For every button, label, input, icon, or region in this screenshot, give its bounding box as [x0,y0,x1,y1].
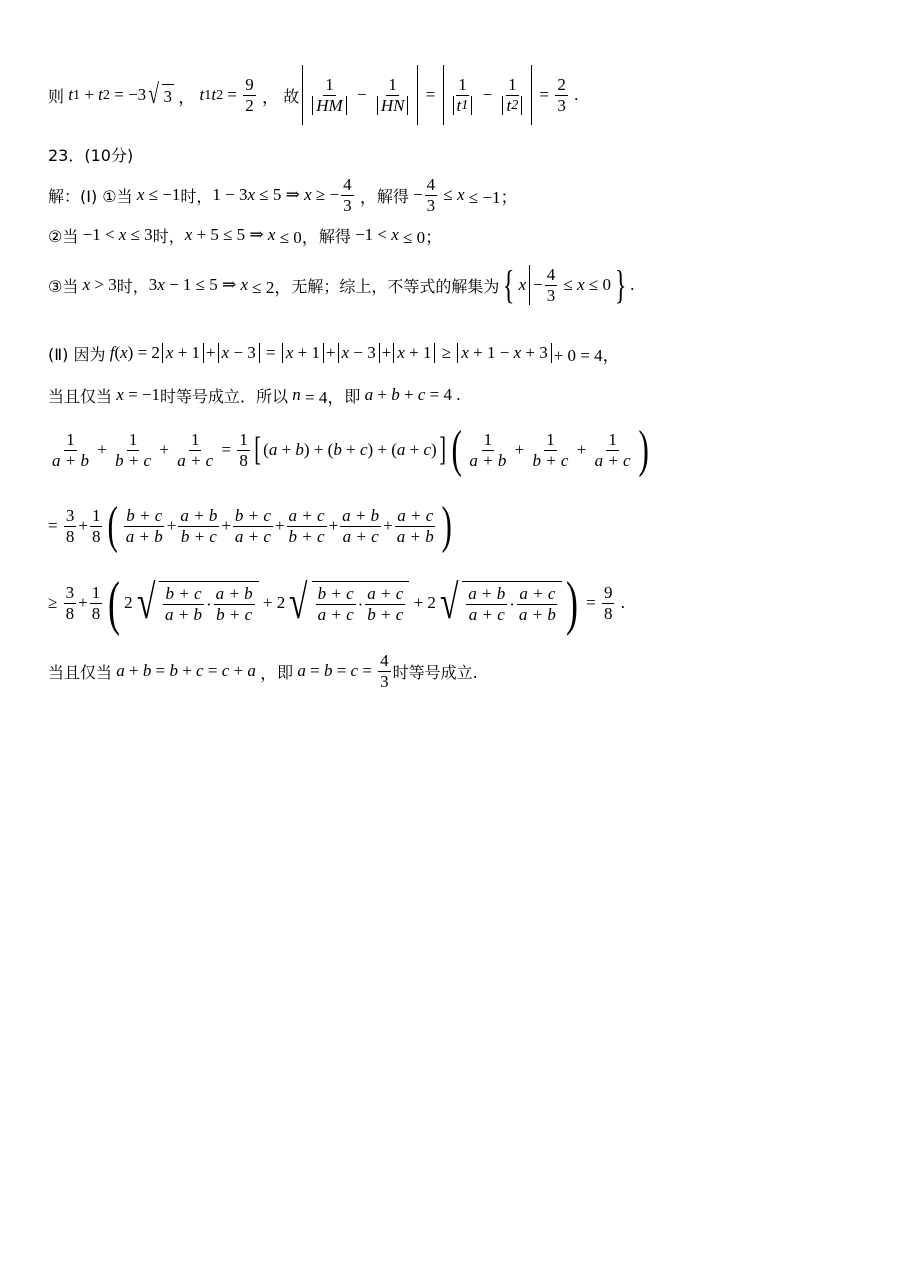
sqrt-3: √ 3 [148,79,173,110]
text-dqjd: 当且仅当 [48,386,113,406]
frac-9-2: $\frac{9}{2}$ [245,74,254,115]
sqrt-term-1: √ $\frac{b + c}{a + b}$ · $\frac{a + b}{b + c}$ [133,579,259,627]
text-gu: 故 [283,86,300,106]
frac-1-HM: $\frac{1}{HM}$ [308,75,350,115]
frac-1-ab-2: $\frac{1}{a + b}$ [469,429,507,470]
line-expand: = $\frac{3}{8}$ + $\frac{1}{8}$ ( $\frac{b + c}{a + b}$ + $\frac{a + b}{b + c}$ + $\frac{b + c}{a + c}$ + $\frac{a + c}{b + c}$ + $\frac{a + b}{a + c}$ + $\frac{a + c}{a + b}$ ) [48,497,452,554]
text-eqhold: 时等号成立．所以 [160,386,289,406]
text-p2: (Ⅱ) 因为 [48,344,106,364]
text-ze: 则 [48,86,65,106]
frac-1-ac: $\frac{1}{a + c}$ [177,429,214,470]
text-jie1: 解：(Ⅰ) ①当 [48,186,133,206]
text-ji-2: 即 [277,662,294,682]
frac-1-8-c: $\frac{1}{8}$ [91,582,101,623]
frac-3-8-a: $\frac{3}{8}$ [65,505,75,546]
line-part-2: (Ⅱ) 因为 f ( x ) = 2 x + 1 + x − 3 = x + 1 + x − 3 + x + 1 ≥ x + 1 − x + 3 + 0 = 4， [48,343,620,365]
frac-1-8-b: $\frac{1}{8}$ [91,505,101,546]
sqrt-term-2: √ $\frac{b + c}{a + c}$ · $\frac{a + c}{b + c}$ [285,579,409,627]
frac-3-8-b: $\frac{3}{8}$ [65,582,75,623]
text-last2: 时等号成立. [392,662,478,682]
frac-4-3-b: $\frac{4}{3}$ [426,174,436,215]
line-t-sum: 则 t 1 + t 2 = −3 √ 3 ， t 1 t 2 = $\frac{9}{2}$ ， 故 $\frac{1}{HM}$ − $\frac{1}{HN}$ = 1 t 1 − 1 t 2 = $\frac{2}{3}$ . [48,60,578,130]
frac-term-2: $\frac{a + b}{b + c}$ [180,505,218,546]
sqrt-term-3: √ $\frac{a + b}{a + c}$ · $\frac{a + c}{a + b}$ [436,579,562,627]
frac-4-3-d: $\frac{4}{3}$ [380,650,389,691]
frac-term-1: $\frac{b + c}{a + b}$ [125,505,163,546]
frac-2-3: $\frac{2}{3}$ [557,74,566,115]
text-jiede-2: 解得 [318,226,351,246]
frac-1-t1: 1 t 1 [449,75,477,115]
frac-4-3-c: $\frac{4}{3}$ [546,264,556,305]
text-wujie: 无解；综上，不等式的解集为 [291,276,500,296]
frac-term-3: $\frac{b + c}{a + c}$ [234,505,271,546]
line-equality: 当且仅当 x = −1 时等号成立．所以 n = 4， 即 a + b + c = 4 . [48,385,461,407]
frac-term-6: $\frac{a + c}{a + b}$ [396,505,434,546]
text-last1: 当且仅当 [48,662,113,682]
frac-term-5: $\frac{a + b}{a + c}$ [342,505,380,546]
text-jiede-1: 解得 [376,186,409,206]
frac-4-3-a: $\frac{4}{3}$ [343,174,352,215]
frac-9-8: $\frac{9}{8}$ [603,582,613,623]
line-case-2: ②当 −1 < x ≤ 3 时， x + 5 ≤ 5 ⇒ x ≤ 0， 解得 −1 < x ≤ 0； [48,225,443,247]
text-c3: ③当 [48,276,79,296]
frac-1-HN: $\frac{1}{HN}$ [373,75,413,115]
line-final: 当且仅当 a + b = b + c = c + a ， 即 a = b = c = $\frac{4}{3}$ 时等号成立. [48,650,478,691]
frac-1-ac-2: $\frac{1}{a + c}$ [594,429,631,470]
text-shi-3: 时， [116,276,149,296]
frac-1-8-a: $\frac{1}{8}$ [239,429,248,470]
line-case-3: ③当 x > 3 时， 3 x − 1 ≤ 5 ⇒ x ≤ 2， 无解；综上，不等式的解集为 { x − $\frac{4}{3}$ ≤ x ≤ 0 } . [48,262,635,307]
line-case-1: 解：(Ⅰ) ①当 x ≤ −1 时， 1 − 3 x ≤ 5 ⇒ x ≥ − $\frac{4}{3}$ ， 解得 − $\frac{4}{3}$ ≤ x ≤ −1； [48,174,518,215]
frac-1-bc-2: $\frac{1}{b + c}$ [532,429,569,470]
text-shi-1: 时， [180,186,213,206]
line-inequality: ≥ $\frac{3}{8}$ + $\frac{1}{8}$ ( 2 √ $\frac{b + c}{a + b}$ · $\frac{a + b}{b + c}$ + 2 √ $\frac{b + c}{a + c}$ · $\frac{a + c}{b + c}$ + 2 √ $\frac{a + b}{a + c}$ · $\frac{a + c}{a + b}$ ) = $\frac{9}{8}$ . [48,570,625,636]
frac-term-4: $\frac{a + c}{b + c}$ [288,505,325,546]
frac-1-t2: 1 t 2 [498,75,526,115]
question-number [48,142,133,166]
q23-label: 23．(10分) [48,145,134,165]
text-c2: ②当 [48,226,79,246]
text-ji-1: 即 [344,386,361,406]
frac-1-ab: $\frac{1}{a + b}$ [52,429,89,470]
line-sum-fractions: $\frac{1}{a + b}$ + $\frac{1}{b + c}$ + $\frac{1}{a + c}$ = $\frac{1}{8}$ [ (a + b) + (b + c) + (a + c) ] ( $\frac{1}{a + b}$ + $\frac{1}{b + c}$ + $\frac{1}{a + c}$ ) [52,421,649,478]
text-shi-2: 时， [152,226,185,246]
frac-1-bc: $\frac{1}{b + c}$ [115,429,152,470]
